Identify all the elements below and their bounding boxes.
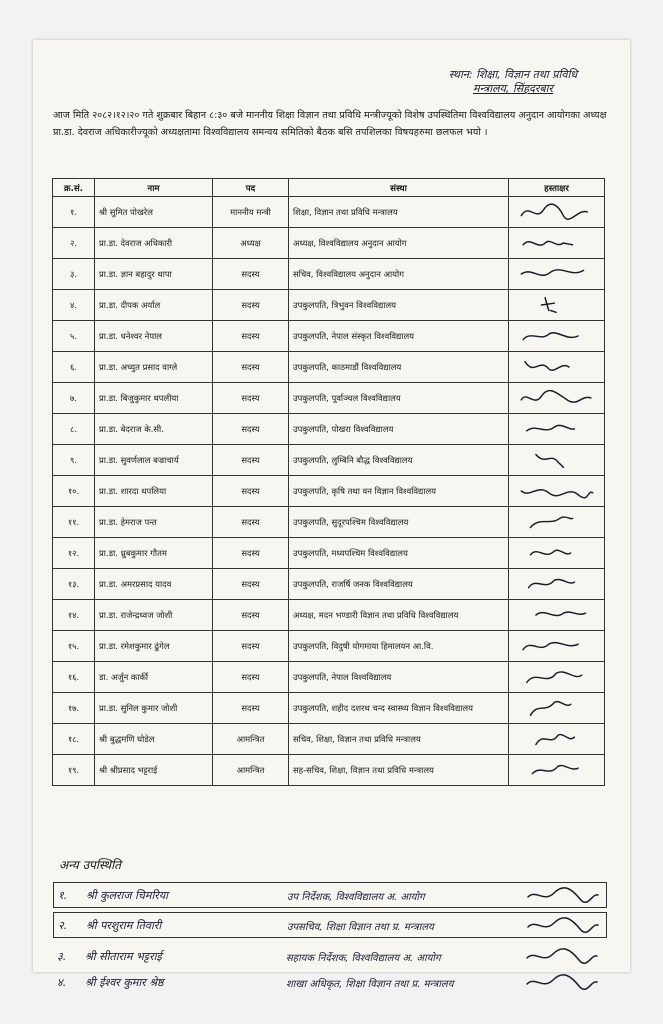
table-header-row <box>53 179 605 197</box>
member-signature <box>509 414 605 445</box>
other-attendee-institution: उप निर्देशक, विश्वविद्यालय अ. आयोग <box>287 892 425 903</box>
member-signature <box>509 476 605 507</box>
member-signature <box>509 538 605 569</box>
table-row <box>53 755 605 786</box>
member-institution: शिक्षा, विज्ञान तथा प्रविधि मन्त्रालय <box>289 197 509 228</box>
member-title: आमन्त्रित <box>213 724 289 755</box>
row-number: १०. <box>53 476 95 507</box>
member-name: डा. अर्जुन कार्की <box>95 662 213 693</box>
col-header-institution: संस्था <box>289 179 509 197</box>
member-institution: उपकुलपति, विदुषी योगमाया हिमालयन आ.वि. <box>289 631 509 662</box>
member-name: प्रा.डा. अमरप्रसाद यादव <box>95 569 213 600</box>
row-number: ६. <box>53 352 95 383</box>
member-name: श्री श्रीप्रसाद भट्टराई <box>95 755 213 786</box>
table-row <box>53 569 605 600</box>
attendance-table <box>52 178 605 786</box>
handwritten-signature <box>517 232 597 254</box>
table-row <box>53 290 605 321</box>
member-title: सदस्य <box>213 352 289 383</box>
handwritten-signature <box>524 915 600 935</box>
member-name: प्रा.डा. धनेश्वर नेपाल <box>95 321 213 352</box>
handwritten-signature <box>517 697 597 719</box>
row-number: ११. <box>53 507 95 538</box>
member-institution: उपकुलपति, त्रिभुवन विश्वविद्यालय <box>289 290 509 321</box>
member-signature <box>509 693 605 724</box>
row-number: ४. <box>53 290 95 321</box>
other-attendee-institution: सहायक निर्देशक, विश्वविद्यालय अ. आयोग <box>286 953 441 964</box>
member-title: सदस्य <box>213 662 289 693</box>
other-attendees-title: अन्य उपस्थिति <box>59 858 122 872</box>
member-institution: उपकुलपति, नेपाल विश्वविद्यालय <box>289 662 509 693</box>
row-number: १३. <box>53 569 95 600</box>
col-header-title: पद <box>213 179 289 197</box>
member-title: सदस्य <box>213 631 289 662</box>
handwritten-signature <box>524 885 600 905</box>
other-attendee-name: श्री सीताराम भट्टराई <box>85 950 162 963</box>
member-signature <box>509 724 605 755</box>
header-note <box>408 68 618 96</box>
member-title: अध्यक्ष <box>213 228 289 259</box>
member-institution: उपकुलपति, शहीद दशरथ चन्द स्वास्थ्य विज्ञान विश्वविद्यालय <box>289 693 509 724</box>
handwritten-signature <box>517 418 597 440</box>
handwritten-signature <box>517 604 597 626</box>
handwritten-signature <box>517 635 597 657</box>
header-note-line2: मन्त्रालय, सिंहदरबार <box>473 82 553 95</box>
table-row <box>53 228 605 259</box>
handwritten-signature <box>517 480 597 502</box>
handwritten-signature <box>517 201 597 223</box>
table-row <box>53 445 605 476</box>
col-header-number: क्र.सं. <box>53 179 95 197</box>
member-title: आमन्त्रित <box>213 755 289 786</box>
member-name: प्रा.डा. बेदराज के.सी. <box>95 414 213 445</box>
member-institution: अध्यक्ष, विश्वविद्यालय अनुदान आयोग <box>289 228 509 259</box>
handwritten-signature <box>523 972 599 992</box>
handwritten-signature <box>517 325 597 347</box>
member-title: सदस्य <box>213 259 289 290</box>
row-number: २. <box>53 228 95 259</box>
other-attendee-row <box>53 944 605 968</box>
other-attendee-row <box>53 882 607 908</box>
member-institution: सचिव, विश्वविद्यालय अनुदान आयोग <box>289 259 509 290</box>
row-number: ९. <box>53 445 95 476</box>
handwritten-signature <box>517 542 597 564</box>
other-attendee-name: श्री परशुराम तिवारी <box>86 919 162 932</box>
member-name: प्रा.डा. ज्ञान बहादुर थापा <box>95 259 213 290</box>
other-attendee-number: २. <box>58 919 68 932</box>
table-row <box>53 352 605 383</box>
member-signature <box>509 352 605 383</box>
member-name: प्रा.डा. ध्रुबकुमार गौतम <box>95 538 213 569</box>
member-title: माननीय मन्त्री <box>213 197 289 228</box>
handwritten-signature <box>517 449 597 471</box>
member-signature <box>509 290 605 321</box>
other-attendee-row <box>53 970 605 994</box>
member-institution: उपकुलपति, पूर्वाञ्चल विश्वविद्यालय <box>289 383 509 414</box>
table-row <box>53 724 605 755</box>
handwritten-signature <box>517 666 597 688</box>
other-attendee-number: ३. <box>57 950 67 963</box>
other-attendee-institution: उपसचिव, शिक्षा विज्ञान तथा प्र. मन्त्रालय <box>287 922 434 933</box>
handwritten-signature <box>517 356 597 378</box>
member-name: प्रा.डा. शारदा थपलिया <box>95 476 213 507</box>
member-name: प्रा.डा. रमेशकुमार ढुंगेल <box>95 631 213 662</box>
member-institution: उपकुलपति, पोखरा विश्वविद्यालय <box>289 414 509 445</box>
handwritten-signature <box>517 263 597 285</box>
member-name: प्रा.डा. अच्युत प्रसाद वाग्ले <box>95 352 213 383</box>
member-signature <box>509 197 605 228</box>
member-name: प्रा.डा. राजेन्द्रध्वज जोशी <box>95 600 213 631</box>
handwritten-signature <box>517 728 597 750</box>
member-institution: उपकुलपति, सुदूरपश्चिम विश्वविद्यालय <box>289 507 509 538</box>
document-sheet <box>33 40 630 990</box>
other-attendee-number: १. <box>58 889 68 902</box>
col-header-name: नाम <box>95 179 213 197</box>
member-institution: उपकुलपति, काठमाडौं विश्वविद्यालय <box>289 352 509 383</box>
member-signature <box>509 383 605 414</box>
member-name: श्री बुद्धमणि घोडेल <box>95 724 213 755</box>
other-attendee-row <box>53 912 607 938</box>
member-title: सदस्य <box>213 538 289 569</box>
member-institution: सह-सचिव, शिक्षा, विज्ञान तथा प्रविधि मन्त्रालय <box>289 755 509 786</box>
member-institution: सचिव, शिक्षा, विज्ञान तथा प्रविधि मन्त्रालय <box>289 724 509 755</box>
member-name: प्रा.डा. सुवर्णलाल बज्राचार्य <box>95 445 213 476</box>
member-signature <box>509 507 605 538</box>
member-title: सदस्य <box>213 445 289 476</box>
handwritten-signature <box>517 294 597 316</box>
member-institution: उपकुलपति, लुम्बिनि बौद्ध विश्वविद्यालय <box>289 445 509 476</box>
member-title: सदस्य <box>213 414 289 445</box>
member-title: सदस्य <box>213 476 289 507</box>
member-signature <box>509 662 605 693</box>
member-institution: उपकुलपति, राजर्षि जनक विश्वविद्यालय <box>289 569 509 600</box>
table-row <box>53 414 605 445</box>
member-name: प्रा.डा. दीपक अर्याल <box>95 290 213 321</box>
member-institution: उपकुलपति, नेपाल संस्कृत विश्वविद्यालय <box>289 321 509 352</box>
member-signature <box>509 259 605 290</box>
other-attendee-name: श्री कुलराज चिमरिया <box>86 889 169 902</box>
intro-paragraph: आज मिति २०८२।१२।२० गते शुक्रबार बिहान ८:३० बजे माननीय शिक्षा विज्ञान तथा प्रविधि मन्त्रीज्यूको विशेष उपस्थितिमा विश्वविद्यालय अनुदान आयोगका अध्यक्ष प्रा.डा. देवराज अधिकारीज्यूको अध्यक्षतामा विश्वविद्यालय समन्वय समितिको बैठक बसि तपशिलका विषयहरुमा छलफल भयो । <box>53 110 607 138</box>
row-number: १७. <box>53 693 95 724</box>
handwritten-signature <box>517 387 597 409</box>
table-row <box>53 662 605 693</box>
row-number: ८. <box>53 414 95 445</box>
table-row <box>53 538 605 569</box>
member-title: सदस्य <box>213 569 289 600</box>
row-number: १. <box>53 197 95 228</box>
member-signature <box>509 445 605 476</box>
member-title: सदस्य <box>213 600 289 631</box>
member-signature <box>509 631 605 662</box>
row-number: १४. <box>53 600 95 631</box>
table-row <box>53 631 605 662</box>
member-title: सदस्य <box>213 383 289 414</box>
col-header-signature: हस्ताक्षर <box>509 179 605 197</box>
other-attendee-institution: शाखा अधिकृत, शिक्षा विज्ञान तथा प्र. मन्त्रालय <box>286 979 454 990</box>
other-attendees <box>53 856 613 990</box>
row-number: ७. <box>53 383 95 414</box>
table-row <box>53 600 605 631</box>
member-institution: अध्यक्ष, मदन भण्डारी विज्ञान तथा प्रविधि विश्वविद्यालय <box>289 600 509 631</box>
member-name: प्रा.डा. हेमराज पन्त <box>95 507 213 538</box>
table-row <box>53 693 605 724</box>
table-body <box>53 197 605 786</box>
other-attendee-name: श्री ईश्वर कुमार श्रेष्ठ <box>85 976 164 989</box>
row-number: १८. <box>53 724 95 755</box>
handwritten-signature <box>523 946 599 966</box>
member-signature <box>509 755 605 786</box>
header-note-line1: स्थान: शिक्षा, विज्ञान तथा प्रविधि <box>448 68 578 81</box>
member-title: सदस्य <box>213 693 289 724</box>
table-row <box>53 383 605 414</box>
member-title: सदस्य <box>213 290 289 321</box>
row-number: १२. <box>53 538 95 569</box>
member-name: श्री सुमित पोखरेल <box>95 197 213 228</box>
handwritten-signature <box>517 573 597 595</box>
member-signature <box>509 321 605 352</box>
table-row <box>53 197 605 228</box>
member-name: प्रा.डा. देवराज अधिकारी <box>95 228 213 259</box>
row-number: १९. <box>53 755 95 786</box>
other-attendee-number: ४. <box>57 976 67 989</box>
member-title: सदस्य <box>213 321 289 352</box>
member-signature <box>509 600 605 631</box>
table-row <box>53 476 605 507</box>
table-row <box>53 321 605 352</box>
member-title: सदस्य <box>213 507 289 538</box>
member-institution: उपकुलपति, मध्यपश्चिम विश्वविद्यालय <box>289 538 509 569</box>
member-institution: उपकुलपति, कृषि तथा वन विज्ञान विश्वविद्यालय <box>289 476 509 507</box>
member-name: प्रा.डा. बिजुकुमार थपलीया <box>95 383 213 414</box>
row-number: १५. <box>53 631 95 662</box>
row-number: ५. <box>53 321 95 352</box>
table-row <box>53 259 605 290</box>
member-name: प्रा.डा. सुनिल कुमार जोशी <box>95 693 213 724</box>
member-signature <box>509 569 605 600</box>
handwritten-signature <box>517 759 597 781</box>
row-number: १६. <box>53 662 95 693</box>
row-number: ३. <box>53 259 95 290</box>
member-signature <box>509 228 605 259</box>
handwritten-signature <box>517 511 597 533</box>
table-row <box>53 507 605 538</box>
